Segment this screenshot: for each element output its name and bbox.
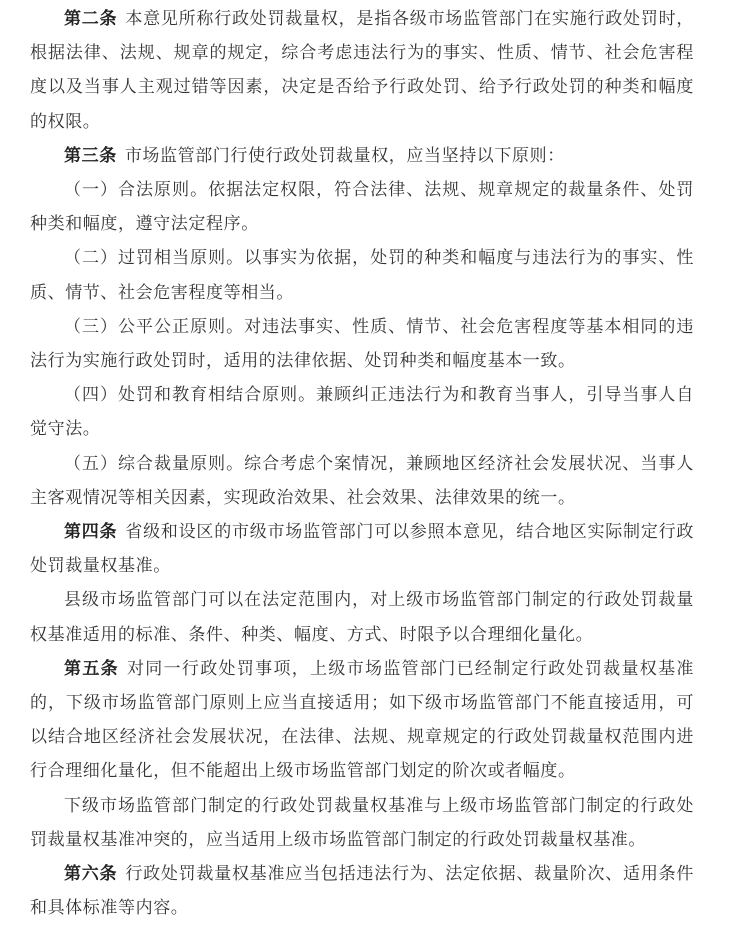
article-heading: 第四条 <box>64 522 118 543</box>
paragraph-text: 对同一行政处罚事项，上级市场监管部门已经制定行政处罚裁量权基准的，下级市场监管部门原则上应当直接适用；如下级市场监管部门不能直接适用，可以结合地区经济社会发展状况，在法律、法规、规章规定的行政处罚裁量权范围内进行合理细化量化，但不能超出上级市场监管部门划定的阶次或者幅度。 <box>30 658 694 782</box>
article-5-clause-2-paragraph <box>30 789 694 857</box>
paragraph-text: （五）综合裁量原则。综合考虑个案情况，兼顾地区经济社会发展状况、当事人主客观情况等相关因素，实现政治效果、社会效果、法律效果的统一。 <box>30 453 694 508</box>
article-heading: 第二条 <box>64 9 118 29</box>
article-3-paragraph <box>30 139 694 173</box>
article-heading: 第三条 <box>64 145 117 166</box>
paragraph-text: 省级和设区的市级市场监管部门可以参照本意见，结合地区实际制定行政处罚裁量权基准。 <box>30 522 694 577</box>
article-4-paragraph <box>30 515 694 583</box>
article-2-paragraph <box>30 2 694 139</box>
principle-5-paragraph <box>30 447 694 515</box>
paragraph-text: 下级市场监管部门制定的行政处罚裁量权基准与上级市场监管部门制定的行政处罚裁量权基准冲突的，应当适用上级市场监管部门制定的行政处罚裁量权基准。 <box>30 795 694 850</box>
article-heading: 第六条 <box>64 864 118 885</box>
paragraph-text: （二）过罚相当原则。以事实为依据，处罚的种类和幅度与违法行为的事实、性质、情节、社会危害程度等相当。 <box>30 248 694 303</box>
principle-3-paragraph <box>30 310 694 378</box>
article-heading: 第五条 <box>64 658 119 679</box>
paragraph-text: （三）公平公正原则。对违法事实、性质、情节、社会危害程度等基本相同的违法行为实施行政处罚时，适用的法律依据、处罚种类和幅度基本一致。 <box>30 316 694 372</box>
principle-2-paragraph <box>30 241 694 309</box>
article-6-paragraph <box>30 857 694 925</box>
paragraph-text: 本意见所称行政处罚裁量权，是指各级市场监管部门在实施行政处罚时，根据法律、法规、规章的规定，综合考虑违法行为的事实、性质、情节、社会危害程度以及当事人主观过错等因素，决定是否给予行政处罚、给予行政处罚的种类和幅度的权限。 <box>30 9 694 132</box>
paragraph-text: 市场监管部门行使行政处罚裁量权，应当坚持以下原则： <box>124 145 565 166</box>
article-5-paragraph <box>30 652 694 789</box>
paragraph-text: （四）处罚和教育相结合原则。兼顾纠正违法行为和教育当事人，引导当事人自觉守法。 <box>30 385 694 440</box>
paragraph-text: 行政处罚裁量权基准应当包括违法行为、法定依据、裁量阶次、适用条件和具体标准等内容。 <box>30 864 694 919</box>
principle-1-paragraph <box>30 173 694 241</box>
paragraph-text: （一）合法原则。依据法定权限，符合法律、法规、规章规定的裁量条件、处罚种类和幅度，遵守法定程序。 <box>30 180 694 235</box>
article-4-clause-2-paragraph <box>30 583 694 651</box>
paragraph-text: 县级市场监管部门可以在法定范围内，对上级市场监管部门制定的行政处罚裁量权基准适用的标准、条件、种类、幅度、方式、时限予以合理细化量化。 <box>30 590 694 645</box>
principle-4-paragraph <box>30 378 694 446</box>
